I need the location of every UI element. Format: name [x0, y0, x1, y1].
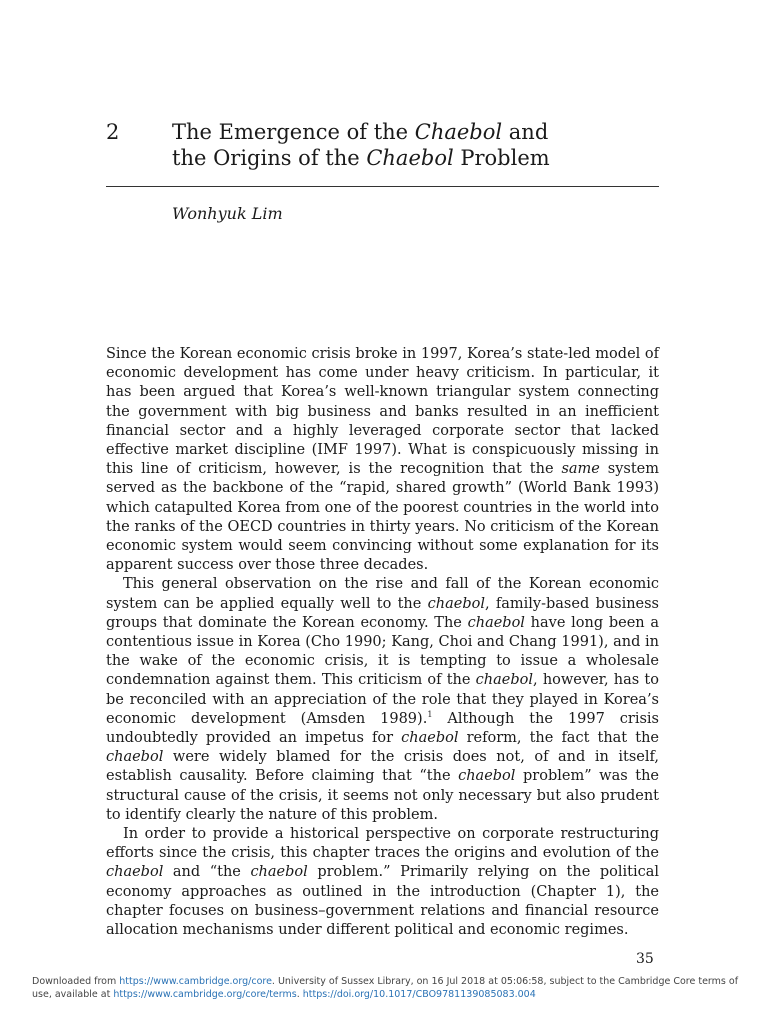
- title-emphasis: Chaebol: [366, 146, 454, 170]
- title-text: the Origins of the: [172, 146, 367, 170]
- text-run: problem” was the structural cause of the crisis, it seems not only necessary but also prudent to identify clearly the nature of this problem.: [106, 768, 659, 823]
- title-rule: [106, 186, 659, 187]
- emphasis: chaebol: [458, 768, 516, 785]
- text-run: In order to provide a historical perspective on corporate restructuring efforts since the crisis, this chapter traces the origins and evolution of the: [106, 826, 659, 862]
- footer-text: Downloaded from: [32, 976, 120, 987]
- text-run: Since the Korean economic crisis broke in 1997, Korea’s state-led model of economic development has come under heavy criticism. In particular, it has been argued that Korea’s well-known triangular system connecting the government with big business and banks resulted in an inefficient financial sector and a highly leveraged corporate sector that lacked effective market discipline (IMF 1997). What is conspicuously missing in this line of criticism, however, is the recognition that the: [106, 346, 659, 478]
- footer-text: . University of Sussex Library, on 16 Jul 2018 at 05:06:58, subject to the Cambridge Core terms of use, available at: [32, 976, 739, 1000]
- emphasis: chaebol: [467, 614, 525, 631]
- doi-link[interactable]: https://doi.org/10.1017/CBO9781139085083.004: [302, 989, 536, 1000]
- title-text: Problem: [453, 146, 550, 170]
- text-run: reform, the fact that the: [458, 730, 659, 747]
- footer-text: .: [296, 989, 303, 1000]
- text-run: This general observation on the rise and fall of the Korean economic system can be applied equally well to the: [106, 576, 659, 612]
- emphasis: chaebol: [250, 864, 308, 881]
- author-name: Wonhyuk Lim: [172, 204, 283, 223]
- emphasis: chaebol: [427, 595, 485, 612]
- text-run: , however, has to be reconciled with an appreciation of the role that they played in Korea’s economic development (Amsden 1989).: [106, 672, 659, 727]
- cambridge-core-link[interactable]: https://www.cambridge.org/core: [119, 976, 272, 987]
- title-emphasis: Chaebol: [414, 120, 503, 144]
- text-run: , family-based business groups that dominate the Korean economy. The: [106, 595, 660, 631]
- download-footer: [32, 975, 742, 1001]
- text-run: problem.” Primarily relying on the political economy approaches as outlined in the introduction (Chapter 1), the chapter focuses on business–government relations and financial resource allocation mechanisms under different political and economic regimes.: [106, 864, 659, 939]
- body-text: [106, 345, 659, 940]
- chapter-number: 2: [106, 120, 120, 144]
- title-text: The Emergence of the: [172, 120, 415, 144]
- paragraph: [106, 575, 659, 825]
- text-run: Although the 1997 crisis undoubtedly provided an impetus for: [106, 710, 659, 747]
- emphasis: chaebol: [106, 749, 164, 766]
- text-run: have long been a contentious issue in Korea (Cho 1990; Kang, Choi and Chang 1991), and in the wake of the economic crisis, it is tempting to issue a wholesale condemnation against them. This criticism of the: [106, 614, 660, 689]
- page-number: 35: [636, 951, 654, 967]
- emphasis: same: [561, 461, 600, 478]
- chapter-title: [172, 119, 652, 171]
- paragraph: [106, 825, 659, 940]
- footnote-marker[interactable]: 1: [427, 710, 433, 720]
- emphasis: chaebol: [475, 672, 534, 689]
- emphasis: chaebol: [401, 730, 459, 747]
- terms-link[interactable]: https://www.cambridge.org/core/terms: [113, 989, 297, 1000]
- text-run: were widely blamed for the crisis does not, of and in itself, establish causality. Before claiming that “the: [106, 749, 659, 785]
- title-text: and: [502, 120, 549, 144]
- text-run: system served as the backbone of the “rapid, shared growth” (World Bank 1993) which catapulted Korea from one of the poorest countries in the world into the ranks of the OECD countries in thirty years. No criticism of the Korean economic system would seem convincing without some explanation for its apparent success over those three decades.: [106, 461, 659, 574]
- text-run: and “the: [163, 864, 251, 881]
- emphasis: chaebol: [106, 864, 164, 881]
- paragraph: [106, 345, 659, 575]
